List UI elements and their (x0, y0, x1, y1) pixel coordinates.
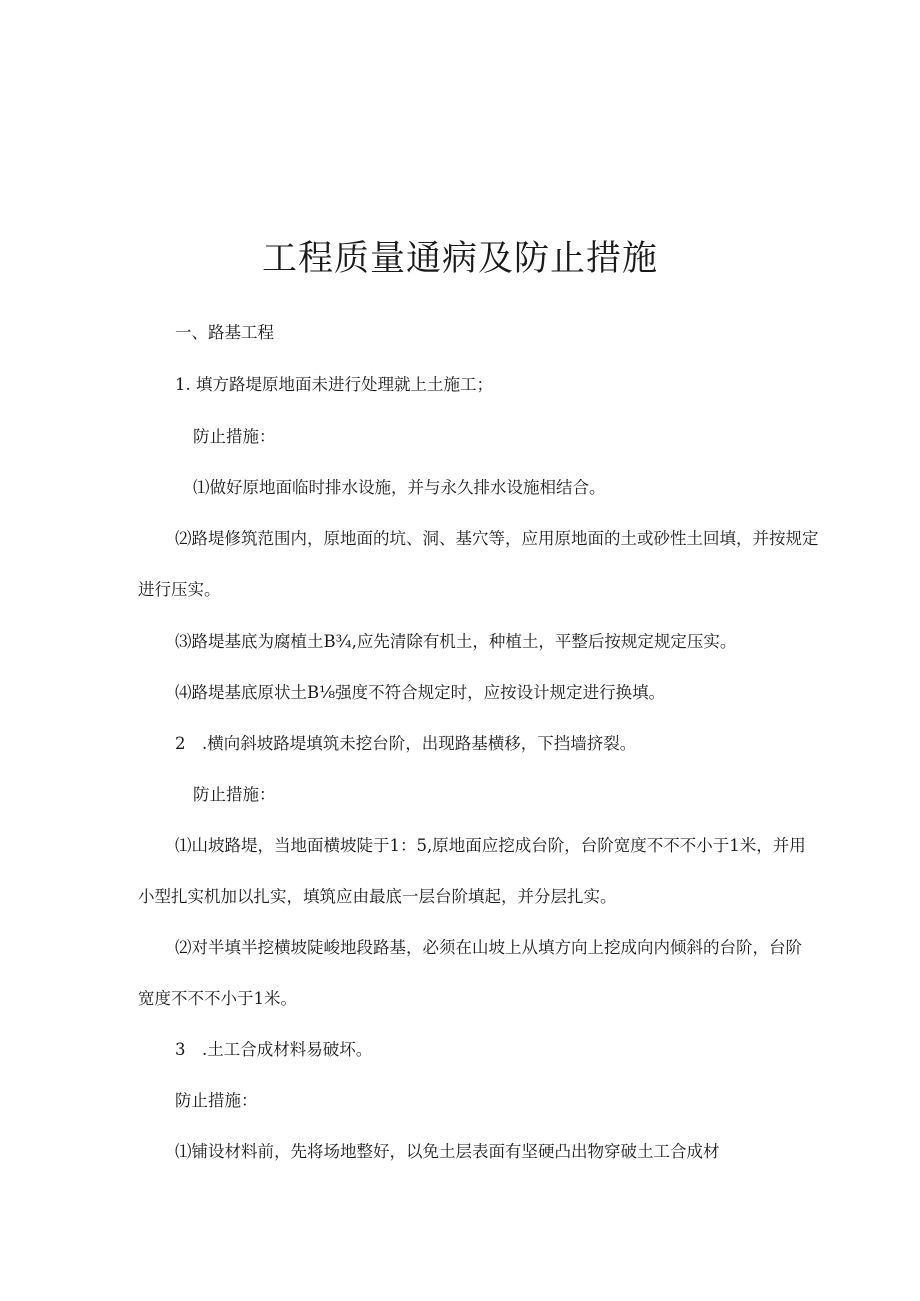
paragraph-line: ⑶路堤基底为腐植土B¾,应先清除有机土，种植土，平整后按规定规定压实。 (175, 632, 737, 651)
paragraph-line: 进行压实。 (138, 580, 221, 599)
document-title: 工程质量通病及防止措施 (261, 239, 658, 279)
paragraph-line: 宽度不不不小于1米。 (138, 989, 297, 1008)
paragraph-line: ⑴山坡路堤，当地面横坡陡于1：5,原地面应挖成台阶，台阶宽度不不不小于1米，并用 (175, 836, 806, 855)
item-heading: 3 .土工合成材料易破坏。 (175, 1040, 373, 1059)
item-heading: 2 .横向斜坡路堤填筑未挖台阶，出现路基横移，下挡墙挤裂。 (175, 734, 637, 753)
paragraph-line: ⑴铺设材料前，先将场地整好，以免土层表面有坚硬凸出物穿破土工合成材 (175, 1142, 720, 1161)
section-heading: 一、路基工程 (175, 323, 274, 342)
measures-label: 防止措施： (193, 427, 276, 446)
item-heading: 1. 填方路堤原地面未进行处理就上土施工； (175, 375, 493, 394)
paragraph-line: 小型扎实机加以扎实，填筑应由最底一层台阶填起，并分层扎实。 (138, 887, 617, 906)
paragraph-line: ⑵对半填半挖横坡陡峻地段路基，必须在山坡上从填方向上挖成向内倾斜的台阶，台阶 (175, 938, 802, 957)
paragraph-line: ⑴做好原地面临时排水设施，并与永久排水设施相结合。 (193, 478, 606, 497)
paragraph-line: ⑵路堤修筑范围内，原地面的坑、洞、基穴等，应用原地面的土或砂性土回填，并按规定 (175, 529, 819, 548)
measures-label: 防止措施： (193, 785, 276, 804)
measures-label: 防止措施： (175, 1091, 258, 1110)
paragraph-line: ⑷路堤基底原状土B⅛强度不符合规定时，应按设计规定进行换填。 (175, 683, 666, 702)
